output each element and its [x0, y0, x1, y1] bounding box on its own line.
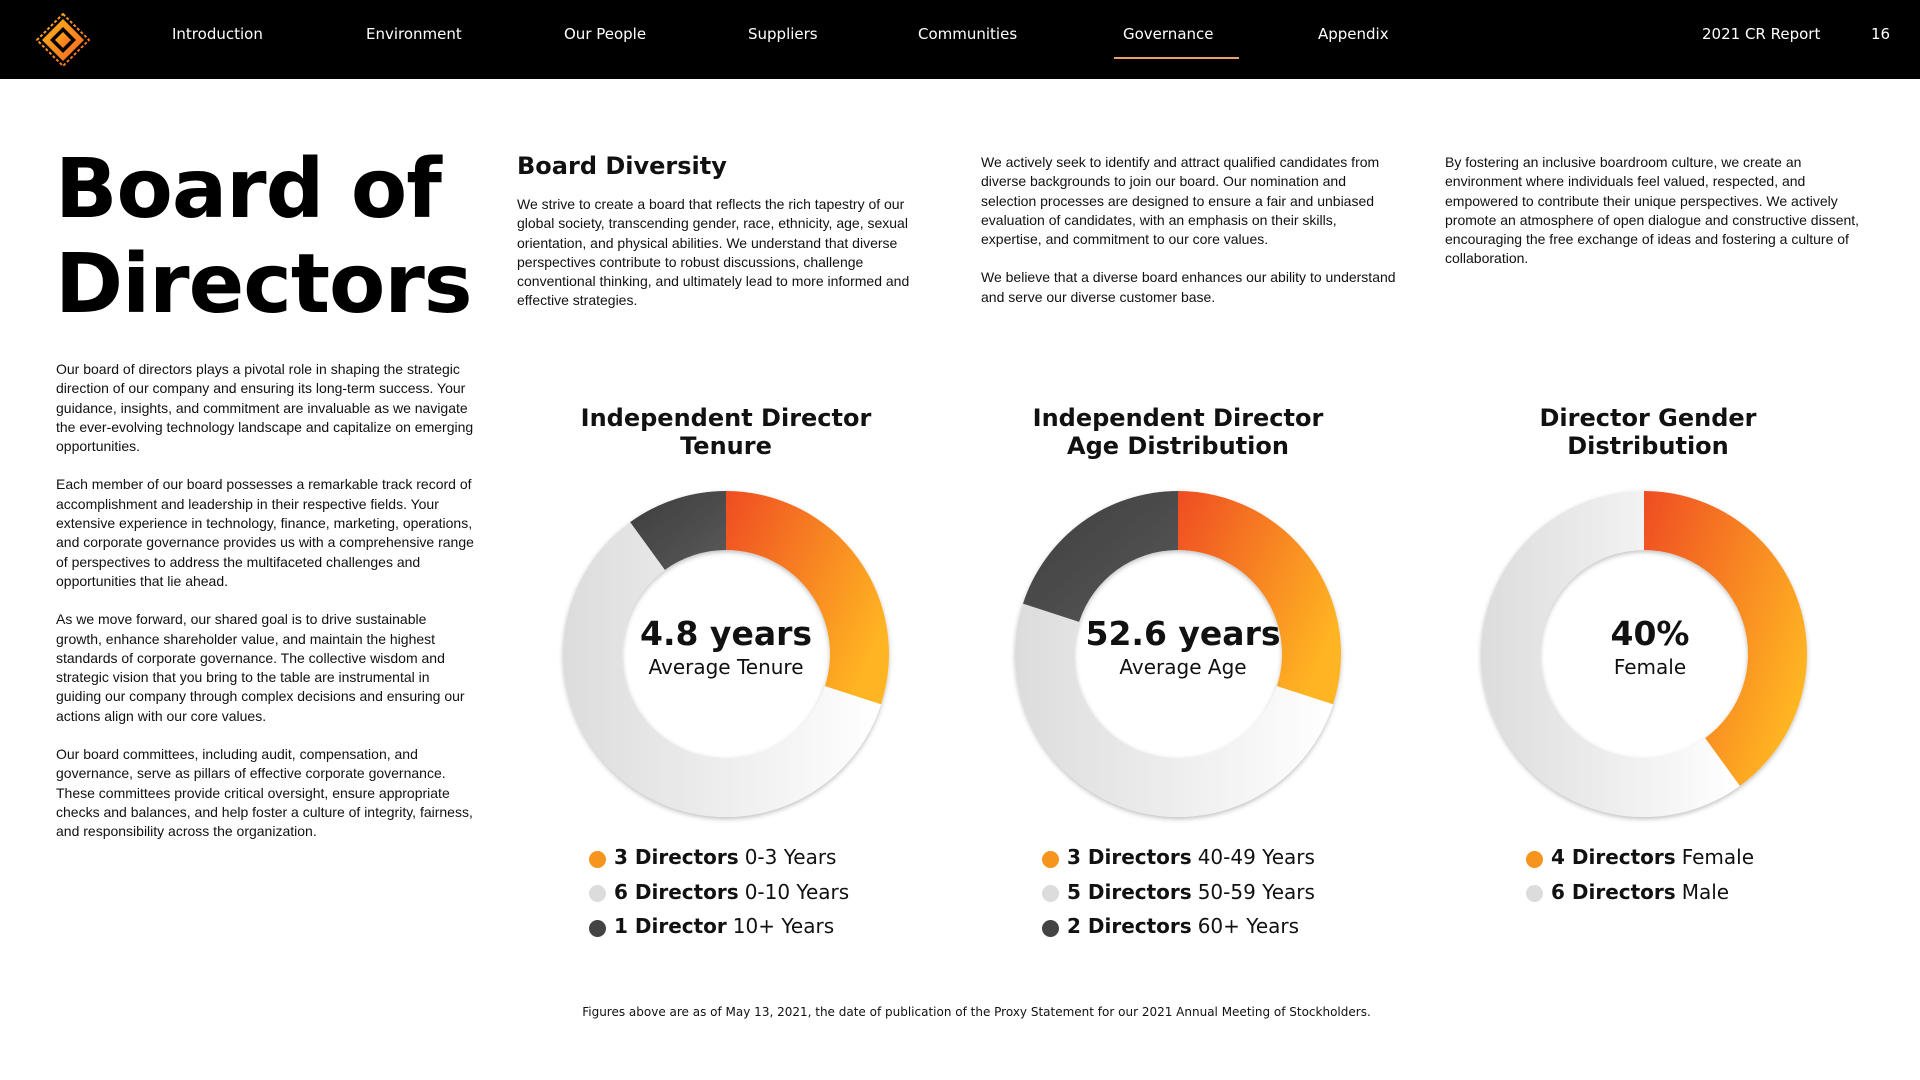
legend-range: Female [1681, 845, 1755, 870]
legend-range: 60+ Years [1197, 914, 1300, 939]
chart-title-line-2: Tenure [680, 432, 772, 460]
legend-item [1042, 875, 1315, 910]
chart-title-line-1: Independent Director [1032, 404, 1324, 432]
legend-count: 6 Directors [614, 879, 739, 904]
section-title: Board Diversity [517, 152, 727, 180]
legend-range: 0-3 Years [744, 845, 837, 870]
age-legend [1042, 840, 1315, 944]
chart-center-value: 52.6 years [1085, 614, 1281, 653]
legend-range: 40-49 Years [1197, 845, 1315, 870]
top-navigation-bar [0, 0, 1920, 79]
diversity-paragraph: We strive to create a board that reflects the rich tapestry of our global society, transcending gender, race, ethnicity, age, sexual orientation, and physical abilities. We understand that diverse perspectives contribute to robust discussions, challenge conventional thinking, and ultimately lead to more informed and effective strategies. [517, 196, 910, 309]
legend-item [589, 909, 849, 944]
chart-title-line-2: Distribution [1567, 432, 1729, 460]
chart-title-line-1: Director Gender [1539, 404, 1757, 432]
footnote: Figures above are as of May 13, 2021, the date of publication of the Proxy Statement for our 2021 Annual Meeting of Stockholders. [582, 1005, 1371, 1019]
page-title-line-1: Board of [55, 142, 441, 237]
legend-dot-icon [589, 920, 606, 937]
nav-introduction[interactable]: Introduction [172, 25, 263, 43]
legend-dot-icon [1042, 851, 1059, 868]
chart-center-label: Female [1613, 655, 1687, 679]
page-number: 16 [1871, 25, 1891, 43]
intro-paragraph: Each member of our board possesses a remarkable track record of accomplishment and leadership in their respective fields. Your extensive experience in technology, finance, marketing, operations, and corporate governance provides us with a comprehensive range of perspectives to address the multifaceted challenges and opportunities that lie ahead. [56, 476, 474, 589]
age-donut-chart [1008, 484, 1348, 824]
legend-count: 6 Directors [1551, 879, 1676, 904]
diamond-logo-icon[interactable] [36, 13, 90, 67]
chart-center-label: Average Tenure [648, 655, 804, 679]
legend-range: 0-10 Years [744, 879, 850, 904]
legend-item [1526, 840, 1754, 875]
legend-item [589, 840, 849, 875]
chart-title-line-2: Age Distribution [1067, 432, 1289, 460]
tenure-legend [589, 840, 849, 944]
age-chart-title [968, 404, 1388, 460]
tenure-donut-chart [556, 484, 896, 824]
diversity-column-1 [517, 195, 937, 330]
legend-count: 2 Directors [1067, 914, 1192, 939]
diversity-column-2 [981, 153, 1401, 326]
nav-appendix[interactable]: Appendix [1318, 25, 1389, 43]
legend-dot-icon [1042, 920, 1059, 937]
legend-item [1042, 909, 1315, 944]
chart-center-value: 40% [1610, 614, 1690, 653]
tenure-chart-title [516, 404, 936, 460]
legend-count: 3 Directors [614, 845, 739, 870]
nav-our-people[interactable]: Our People [564, 25, 647, 43]
page-title-line-2: Directors [55, 237, 472, 332]
legend-count: 3 Directors [1067, 845, 1192, 870]
diversity-paragraph: We believe that a diverse board enhances our ability to understand and serve our diverse customer base. [981, 269, 1396, 305]
nav-communities[interactable]: Communities [918, 25, 1018, 43]
legend-dot-icon [1526, 851, 1543, 868]
chart-title-line-1: Independent Director [580, 404, 872, 432]
page-title [55, 142, 475, 332]
intro-paragraph: Our board of directors plays a pivotal role in shaping the strategic direction of our company and ensuring its long-term success. Your guidance, insights, and commitment are invaluable as we navigate the ever-evolving technology landscape and capitalize on emerging opportunities. [56, 361, 474, 455]
diversity-column-3 [1445, 153, 1865, 288]
legend-dot-icon [1526, 885, 1543, 902]
report-title: 2021 CR Report [1702, 25, 1821, 43]
donut-slice-dark [1023, 491, 1178, 622]
legend-dot-icon [589, 851, 606, 868]
legend-count: 4 Directors [1551, 845, 1676, 870]
intro-paragraph: Our board committees, including audit, compensation, and governance, serve as pillars of effective corporate governance. These committees provide critical oversight, ensure appropriate checks and balances, and help foster a culture of integrity, fairness, and responsibility across the organization. [56, 746, 473, 840]
legend-count: 5 Directors [1067, 879, 1192, 904]
legend-count: 1 Director [614, 914, 727, 939]
legend-item [1042, 840, 1315, 875]
gender-donut-chart [1474, 484, 1814, 824]
gender-legend [1526, 840, 1754, 909]
nav-environment[interactable]: Environment [366, 25, 462, 43]
diversity-paragraph: By fostering an inclusive boardroom culture, we create an environment where individuals feel valued, respected, and empowered to contribute their unique perspectives. We actively promote an atmosphere of open dialogue and constructive dissent, encouraging the free exchange of ideas and fostering a culture of collaboration. [1445, 154, 1860, 267]
legend-range: Male [1681, 879, 1730, 904]
nav-suppliers[interactable]: Suppliers [748, 25, 818, 43]
diversity-paragraph: We actively seek to identify and attract qualified candidates from diverse backgrounds to join our board. Our nomination and selection processes are designed to ensure a fair and unbiased evaluation of candidates, with an emphasis on their skills, expertise, and commitment to our core values. [981, 154, 1380, 248]
nav-governance[interactable]: Governance [1123, 25, 1214, 43]
legend-dot-icon [589, 885, 606, 902]
legend-item [589, 875, 849, 910]
intro-paragraph: As we move forward, our shared goal is to drive sustainable growth, enhance shareholder value, and maintain the highest standards of corporate governance. The collective wisdom and strategic vision that you bring to the table are instrumental in guiding our company through complex decisions and ensuring our actions align with our core values. [56, 611, 465, 724]
legend-range: 50-59 Years [1197, 879, 1315, 904]
chart-center-label: Average Age [1119, 655, 1247, 679]
gender-chart-title [1438, 404, 1858, 460]
legend-dot-icon [1042, 885, 1059, 902]
chart-center-value: 4.8 years [639, 614, 813, 653]
legend-range: 10+ Years [732, 914, 835, 939]
legend-item [1526, 875, 1754, 910]
intro-text [56, 360, 476, 861]
